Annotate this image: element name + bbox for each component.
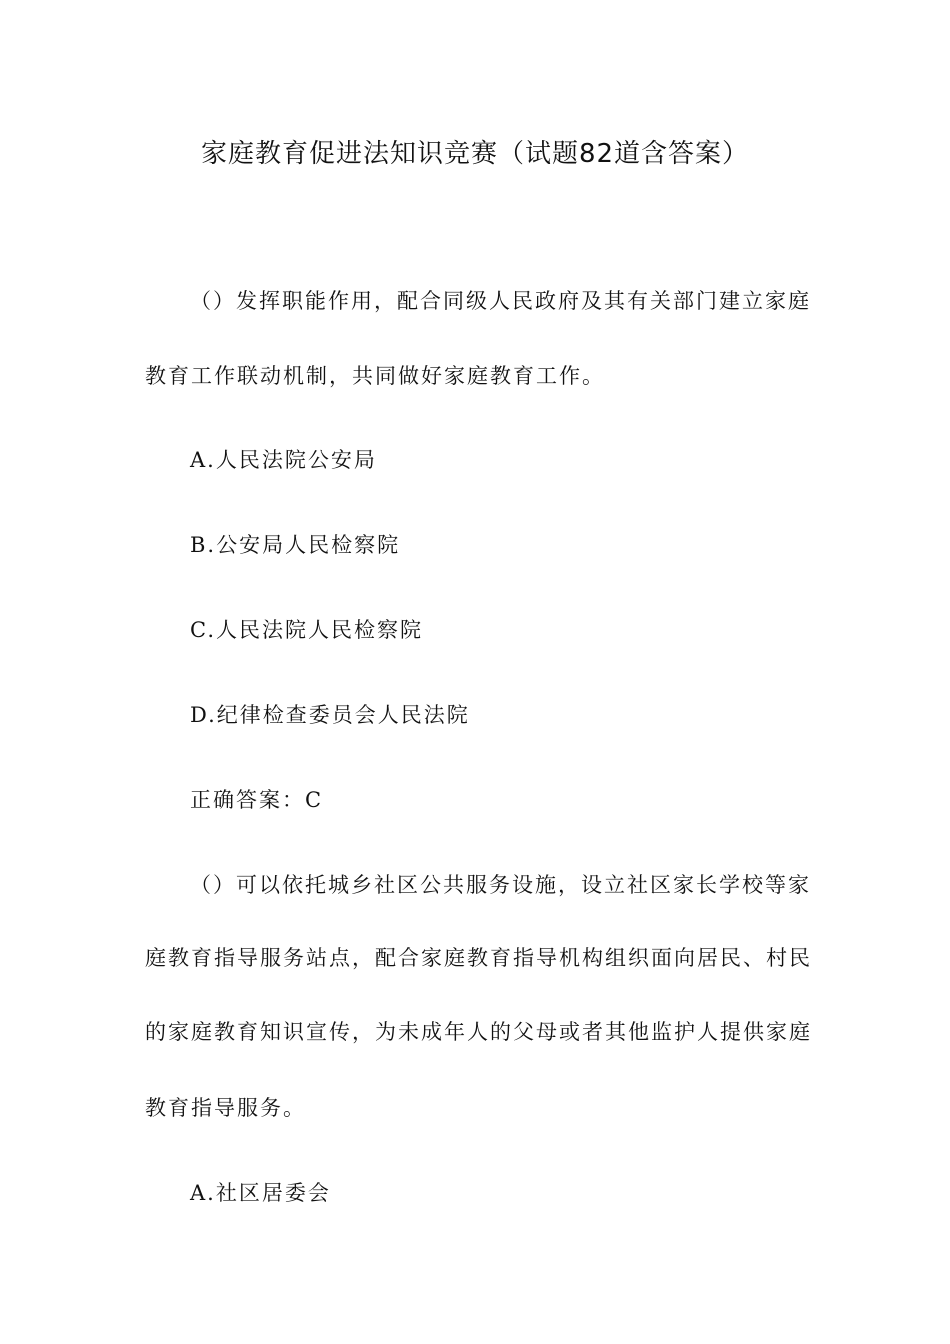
document-title: 家庭教育促进法知识竞赛（试题82道含答案） (200, 139, 750, 169)
question-2-stem-line-1: （）可以依托城乡社区公共服务设施，设立社区家长学校等家 (190, 873, 811, 897)
question-1-answer: 正确答案：C (190, 788, 324, 812)
question-1-option-b: B.公安局人民检察院 (190, 533, 401, 557)
question-2-option-a: A.社区居委会 (190, 1181, 331, 1205)
question-1-stem-line-1: （）发挥职能作用，配合同级人民政府及其有关部门建立家庭 (190, 289, 811, 313)
question-1-option-c: C.人民法院人民检察院 (190, 618, 423, 642)
question-2-stem-line-2: 庭教育指导服务站点，配合家庭教育指导机构组织面向居民、村民 (145, 946, 812, 970)
question-2-stem-line-4: 教育指导服务。 (145, 1096, 306, 1120)
question-1-option-d: D.纪律检查委员会人民法院 (190, 703, 470, 727)
question-1-stem-line-2: 教育工作联动机制，共同做好家庭教育工作。 (145, 364, 605, 388)
question-1-option-a: A.人民法院公安局 (190, 448, 377, 472)
question-2-stem-line-3: 的家庭教育知识宣传，为未成年人的父母或者其他监护人提供家庭 (145, 1020, 812, 1044)
